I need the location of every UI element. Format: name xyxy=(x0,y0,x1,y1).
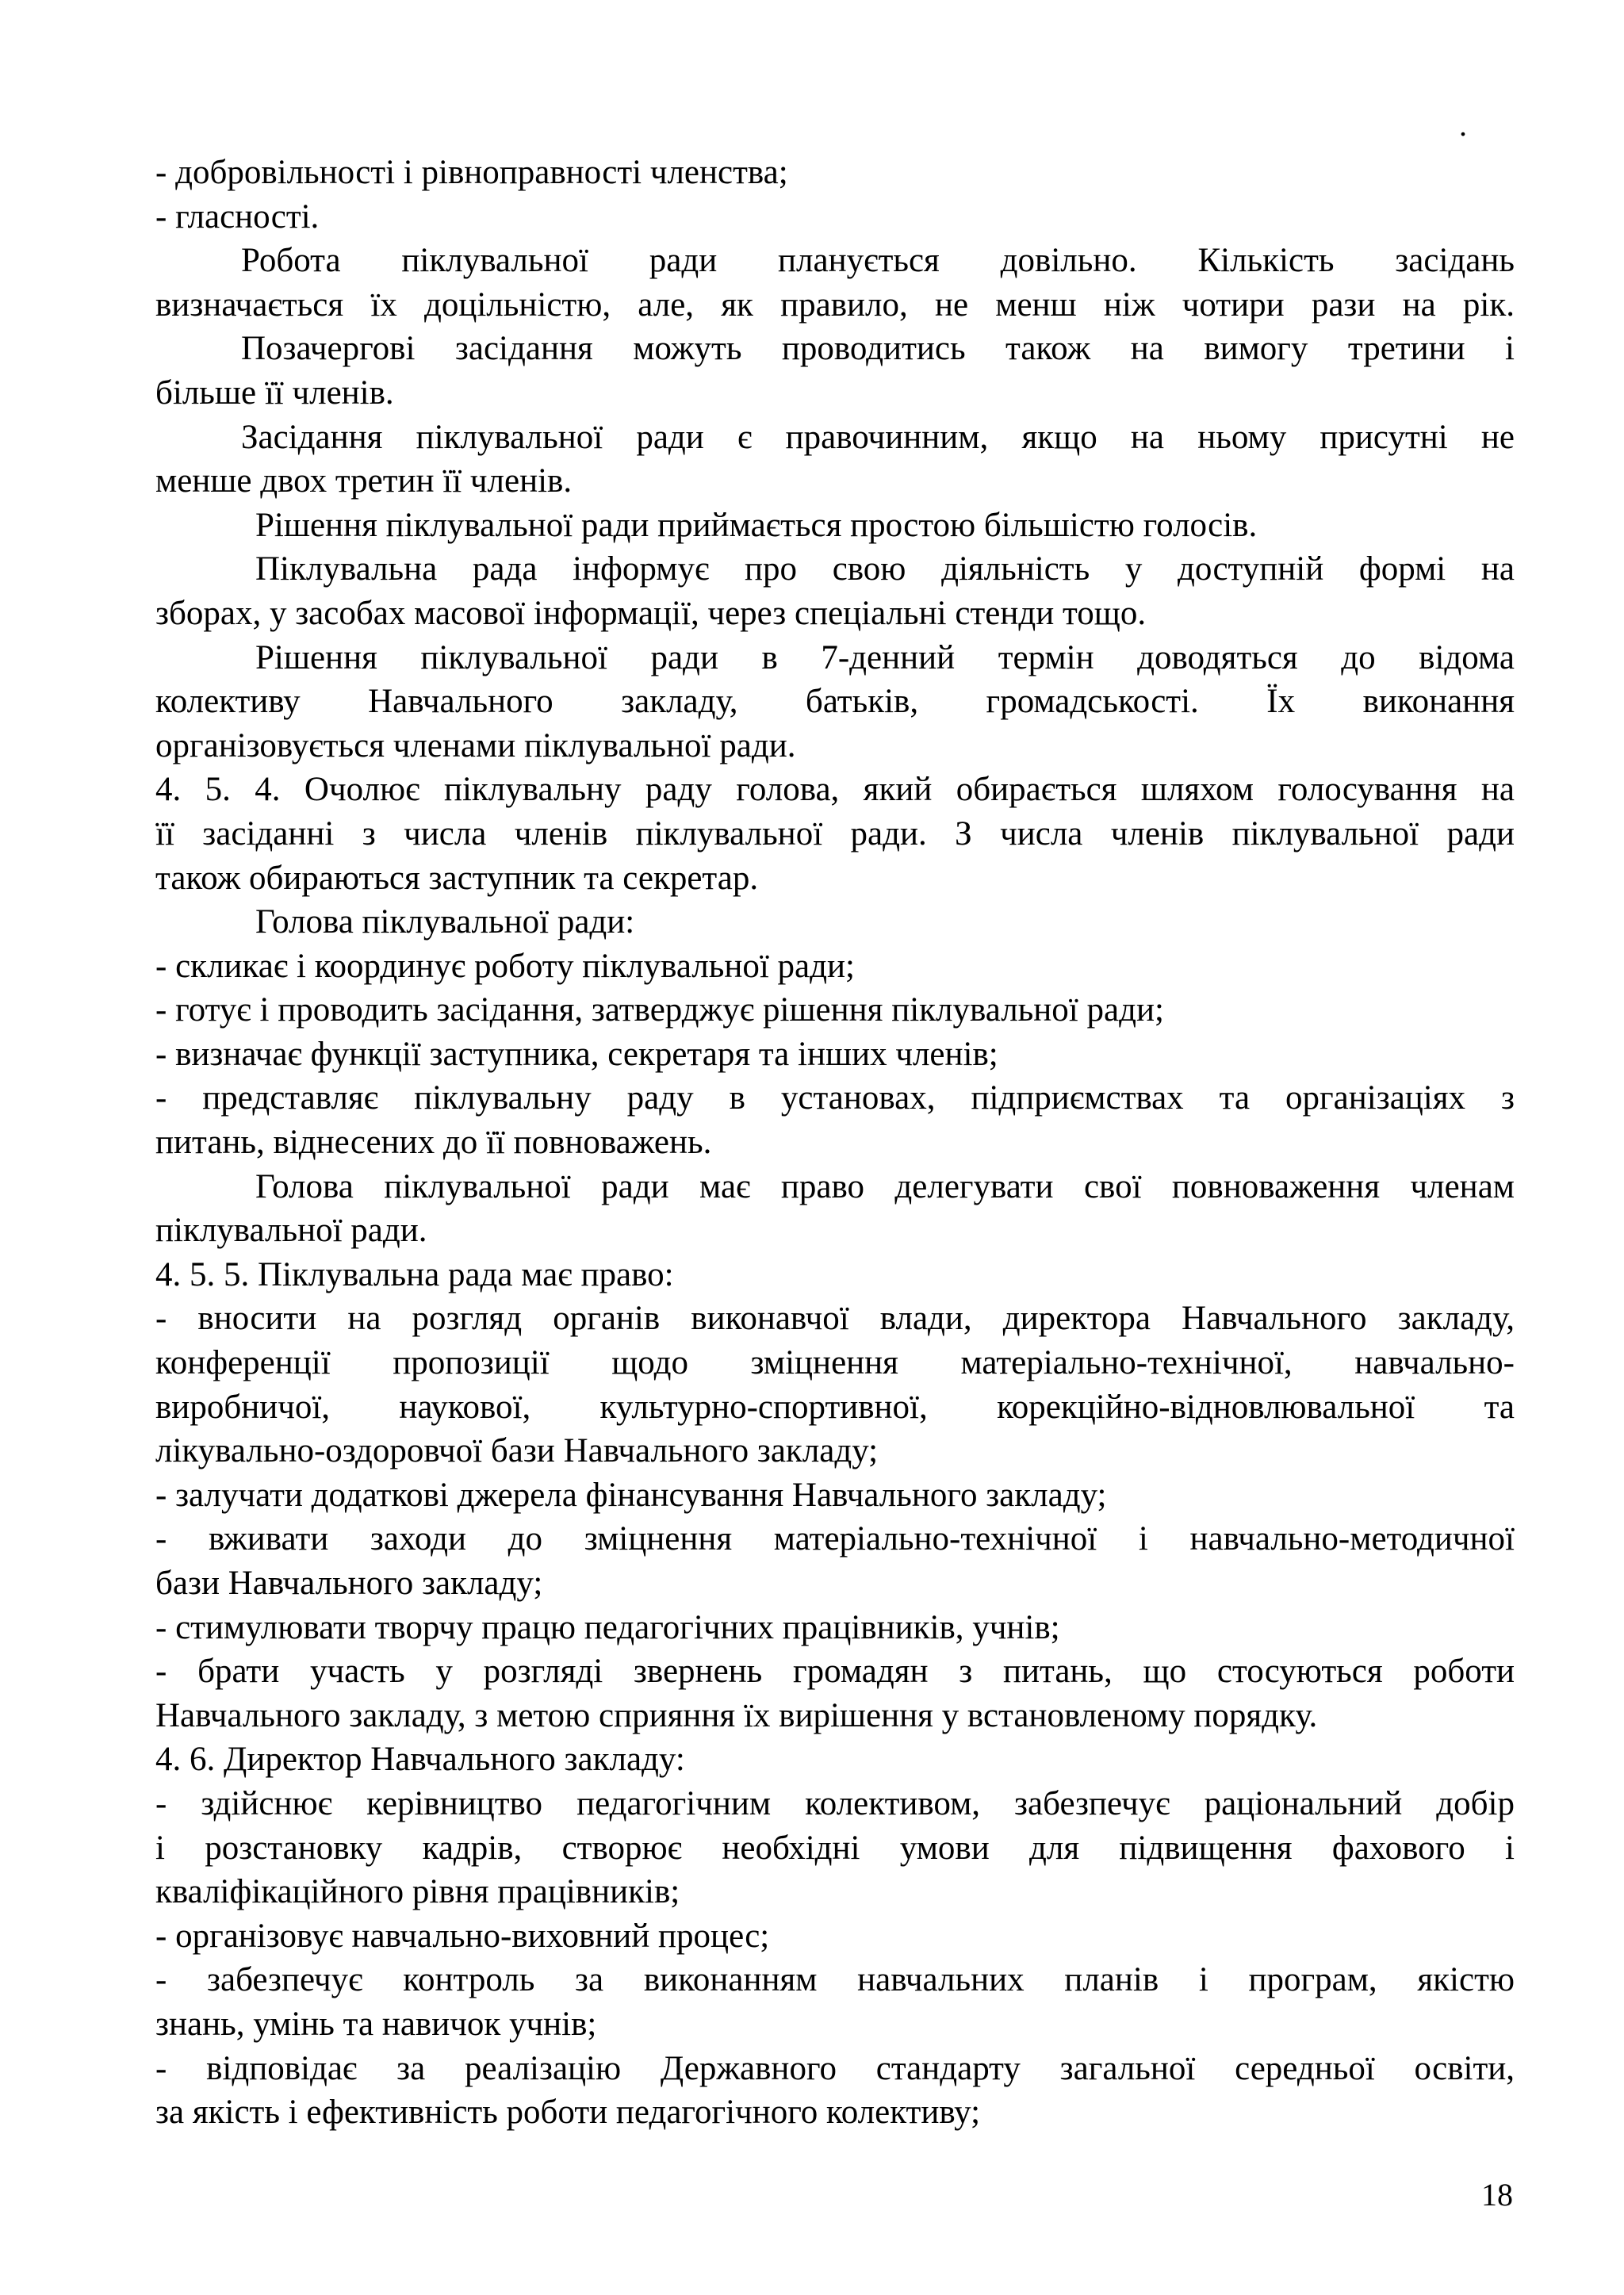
text-line: менше двох третин її членів. xyxy=(155,462,573,500)
text-line: - гласності. xyxy=(155,197,320,236)
text-line: більше її членів. xyxy=(155,374,394,412)
text-line: - залучати додаткові джерела фінансування Навчального закладу; xyxy=(155,1476,1107,1514)
text-line: колективу Навчального закладу, батьків, громадськості. Їх виконання xyxy=(155,683,1515,721)
text-line: Робота піклувальної ради планується довільно. Кількість засідань xyxy=(241,242,1515,280)
text-line: - стимулювати творчу працю педагогічних працівників, учнів; xyxy=(155,1608,1060,1646)
text-line: Навчального закладу, з метою сприяння їх вирішення у встановленому порядку. xyxy=(155,1696,1318,1734)
text-line: - організовує навчально-виховний процес; xyxy=(155,1917,770,1955)
text-line: - здійснює керівництво педагогічним колективом, забезпечує раціональний добір xyxy=(155,1784,1515,1822)
text-line: також обираються заступник та секретар. xyxy=(155,859,759,897)
text-line: бази Навчального закладу; xyxy=(155,1565,543,1602)
text-line: за якість і ефективність роботи педагогічного колективу; xyxy=(155,2094,981,2132)
text-line: виробничої, наукової, культурно-спортивної, корекційно-відновлювальної та xyxy=(155,1388,1515,1426)
text-line: Голова піклувальної ради має право делегувати свої повноваження членам xyxy=(255,1167,1515,1205)
text-line: 4. 6. Директор Навчального закладу: xyxy=(155,1741,685,1779)
text-line: - брати участь у розгляді звернень громадян з питань, що стосуються роботи xyxy=(155,1653,1515,1691)
text-line: - визначає функції заступника, секретаря та інших членів; xyxy=(155,1035,998,1073)
text-line: Голова піклувальної ради: xyxy=(255,903,635,941)
text-line: Рішення піклувальної ради приймається простою більшістю голосів. xyxy=(255,506,1258,544)
text-line: питань, віднесених до її повноважень. xyxy=(155,1124,712,1162)
text-line: Позачергові засідання можуть проводитись також на вимогу третини і xyxy=(241,330,1515,368)
text-line: - добровільності і рівноправності членства; xyxy=(155,154,788,191)
text-line: - вживати заходи до зміцнення матеріально-технічної і навчально-методичної xyxy=(155,1520,1515,1558)
text-line: її засіданні з числа членів піклувальної ради. З числа членів піклувальної ради xyxy=(155,814,1515,852)
text-line: конференції пропозиції щодо зміцнення матеріально-технічної, навчально- xyxy=(155,1344,1515,1382)
text-line: кваліфікаційного рівня працівників; xyxy=(155,1873,680,1911)
text-line: 4. 5. 5. Піклувальна рада має право: xyxy=(155,1255,674,1293)
text-line: і розстановку кадрів, створює необхідні умови для підвищення фахового і xyxy=(155,1829,1515,1867)
page-number: 18 xyxy=(1481,2177,1513,2213)
text-line: лікувально-оздоровчої бази Навчального закладу; xyxy=(155,1432,879,1470)
text-line: 4. 5. 4. Очолює піклувальну раду голова, який обирається шляхом голосування на xyxy=(155,771,1515,809)
text-line: Засідання піклувальної ради є правочинним, якщо на ньому присутні не xyxy=(241,418,1515,456)
text-line: визначається їх доцільністю, але, як правило, не менш ніж чотири рази на рік. xyxy=(155,285,1515,324)
text-line: організовується членами піклувальної ради. xyxy=(155,726,796,764)
text-line: Рішення піклувальної ради в 7-денний термін доводяться до відома xyxy=(255,638,1515,676)
corner-mark: . xyxy=(1459,107,1467,143)
text-line: зборах, у засобах масової інформації, через спеціальні стенди тощо. xyxy=(155,594,1147,632)
text-line: Піклувальна рада інформує про свою діяльність у доступній формі на xyxy=(255,550,1515,588)
document-body xyxy=(155,151,1515,2135)
text-line: - скликає і координує роботу піклувальної ради; xyxy=(155,947,855,985)
text-line: - відповідає за реалізацію Державного стандарту загальної середньої освіти, xyxy=(155,2049,1515,2087)
text-line: піклувальної ради. xyxy=(155,1212,427,1250)
text-line: - представляє піклувальну раду в установах, підприємствах та організаціях з xyxy=(155,1079,1515,1117)
text-line: знань, умінь та навичок учнів; xyxy=(155,2005,597,2043)
text-line: - вносити на розгляд органів виконавчої влади, директора Навчального закладу, xyxy=(155,1300,1515,1338)
text-line: - забезпечує контроль за виконанням навчальних планів і програм, якістю xyxy=(155,1961,1515,1999)
text-line: - готує і проводить засідання, затверджує рішення піклувальної ради; xyxy=(155,991,1164,1029)
